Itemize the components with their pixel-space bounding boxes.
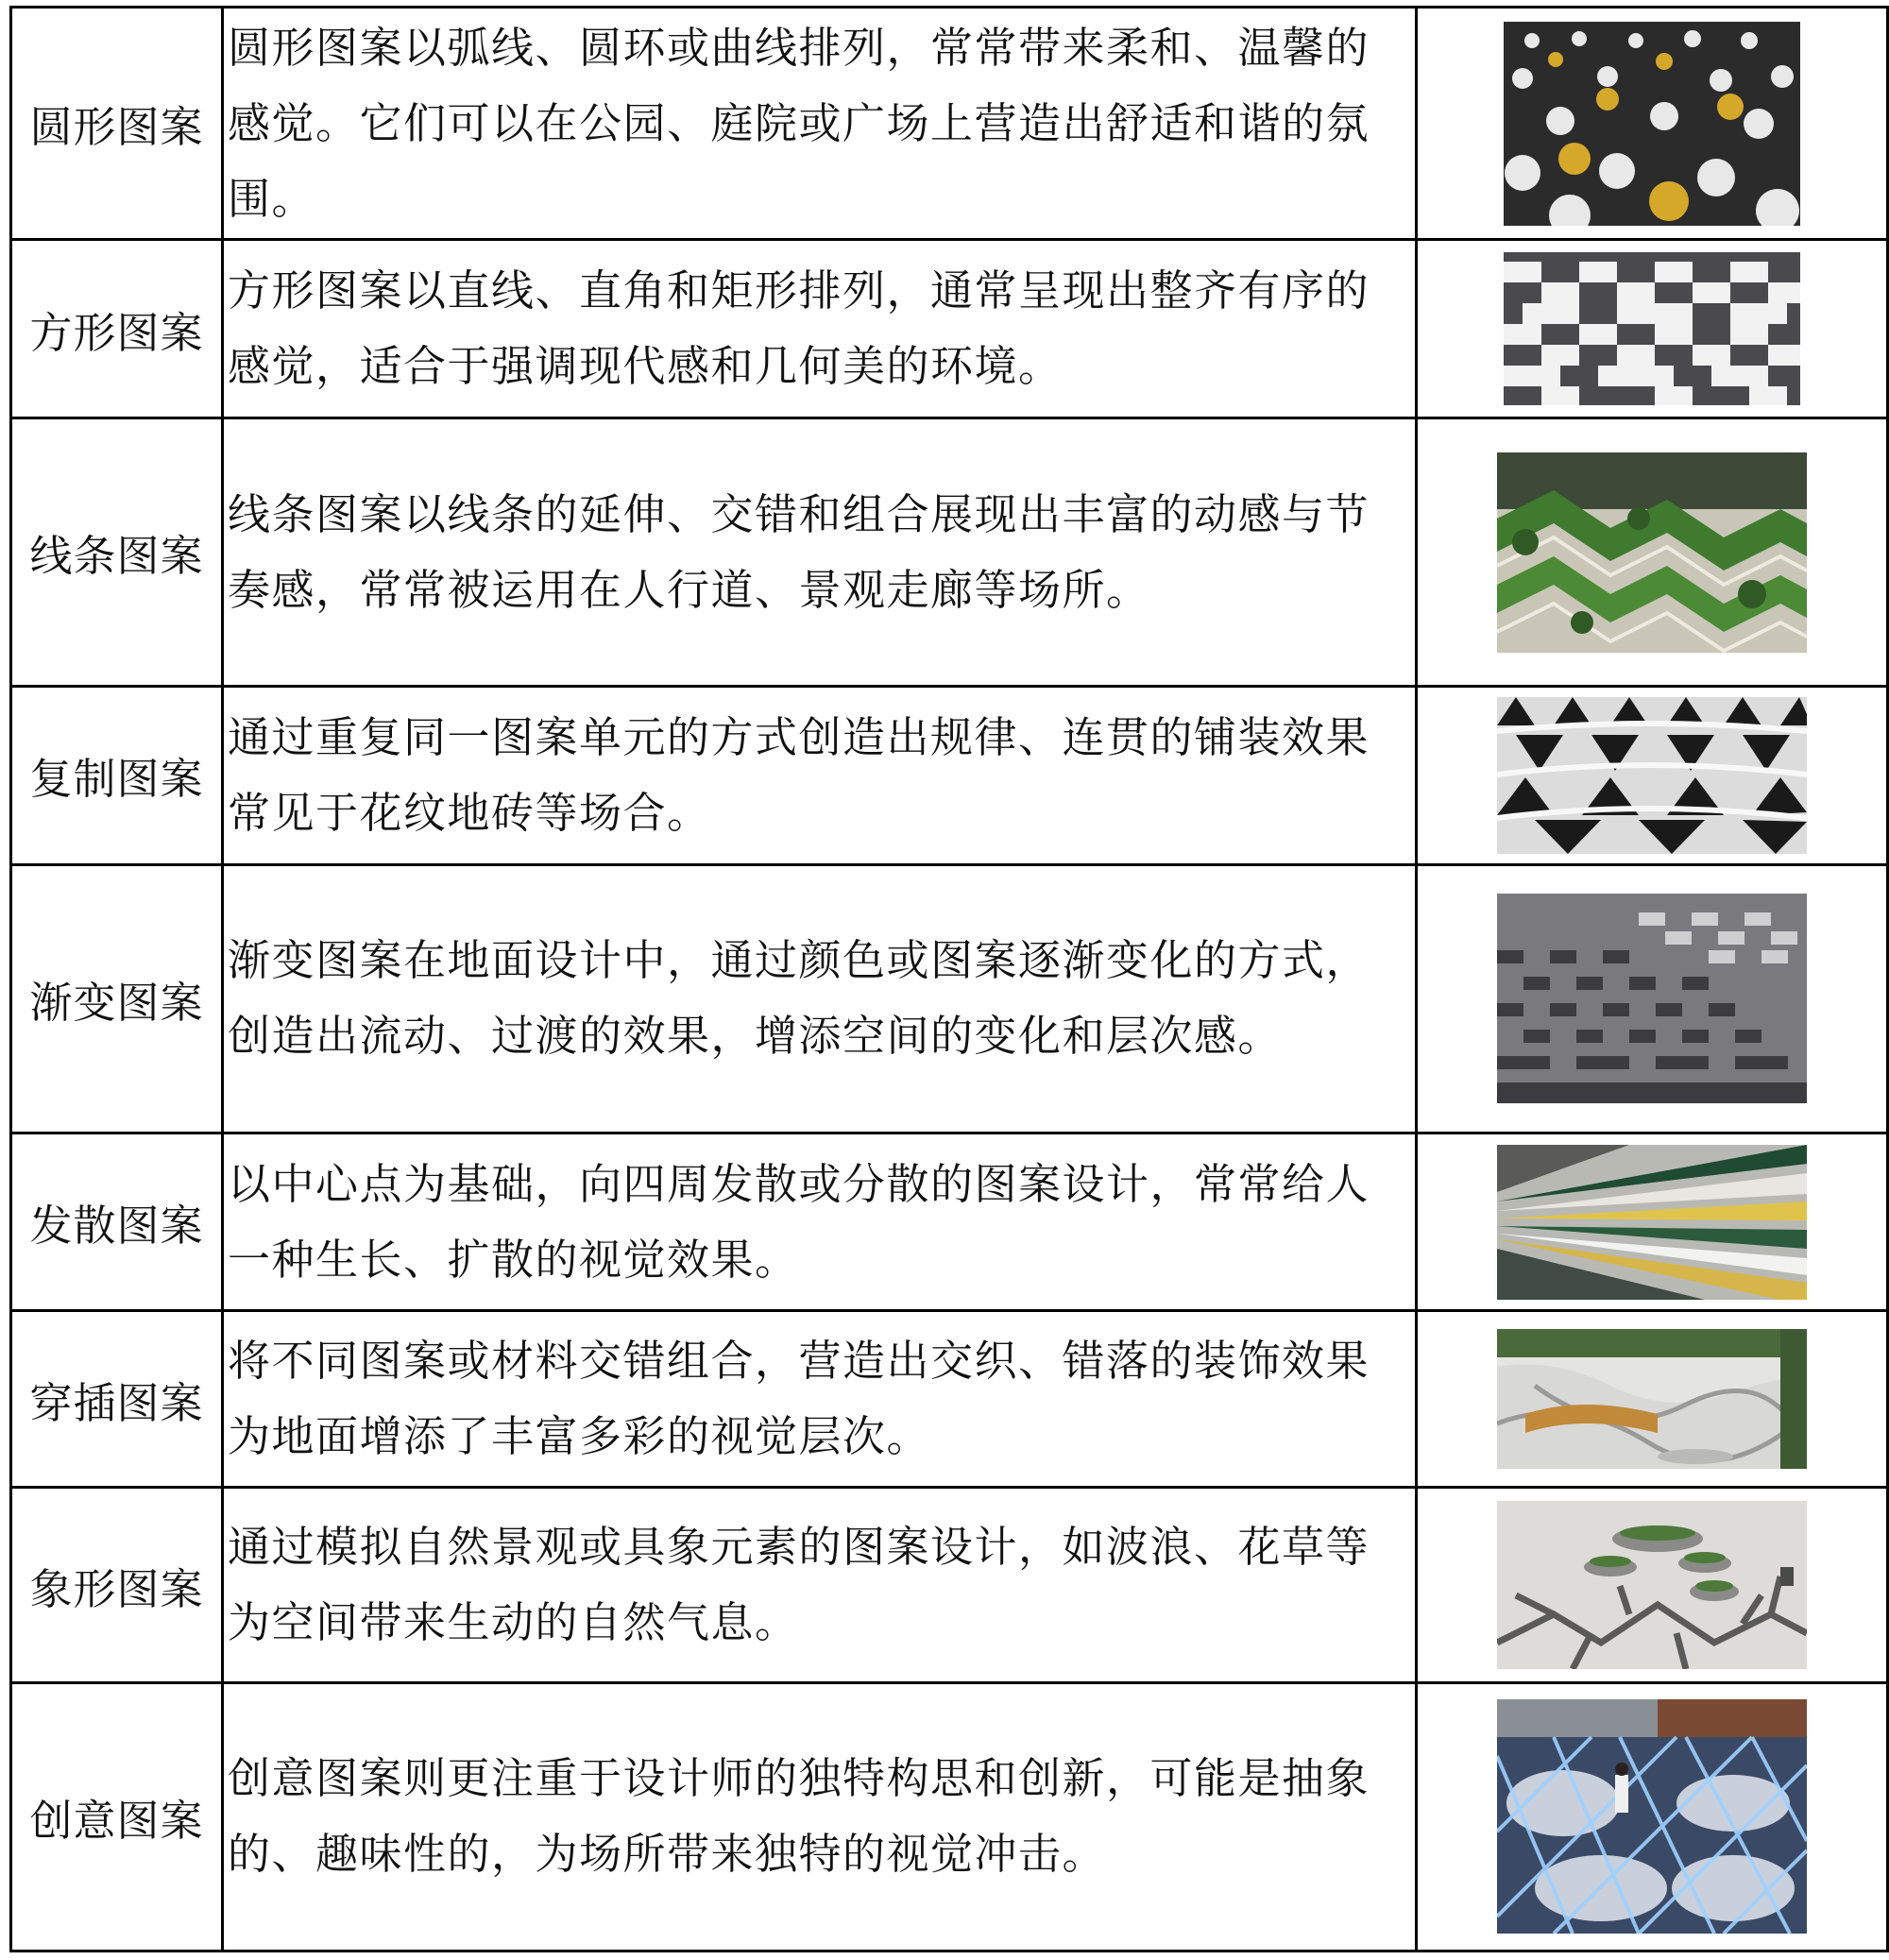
pattern-description: 线条图案以线条的延伸、交错和组合展现出丰富的动感与节奏感，常常被运用在人行道、景观走廊等场所。	[223, 418, 1417, 687]
circle-dot-pavement-photo	[1504, 22, 1800, 226]
pictographic-plaza-photo	[1497, 1501, 1807, 1669]
pattern-image-cell	[1417, 418, 1888, 687]
zigzag-line-landscape-photo	[1497, 452, 1807, 653]
gradient-brick-pavement-photo	[1497, 894, 1807, 1103]
radiating-stripe-pavement-photo	[1497, 1145, 1807, 1300]
pattern-name: 方形图案	[11, 240, 223, 418]
pattern-name: 渐变图案	[11, 864, 223, 1133]
pattern-name: 圆形图案	[11, 8, 223, 240]
pattern-image-cell	[1417, 1133, 1888, 1311]
interwoven-plaza-photo	[1497, 1329, 1807, 1469]
table-row	[11, 687, 1888, 865]
pattern-table	[9, 6, 1889, 1952]
pattern-name: 创意图案	[11, 1682, 223, 1951]
pattern-image-cell	[1417, 8, 1888, 240]
pattern-image-cell	[1417, 1311, 1888, 1488]
pattern-image-cell	[1417, 240, 1888, 418]
pattern-description: 创意图案则更注重于设计师的独特构思和创新，可能是抽象的、趣味性的，为场所带来独特的视觉冲击。	[223, 1682, 1417, 1951]
table-row	[11, 1488, 1888, 1683]
pattern-name: 发散图案	[11, 1133, 223, 1311]
pattern-description: 通过重复同一图案单元的方式创造出规律、连贯的铺装效果常见于花纹地砖等场合。	[223, 687, 1417, 865]
table-row	[11, 1133, 1888, 1311]
creative-hands-mural-photo	[1497, 1699, 1807, 1934]
pattern-image-cell	[1417, 687, 1888, 865]
table-row	[11, 8, 1888, 240]
table-row	[11, 1311, 1888, 1488]
table-row	[11, 240, 1888, 418]
pattern-name: 穿插图案	[11, 1311, 223, 1488]
table-row	[11, 418, 1888, 687]
pattern-name: 象形图案	[11, 1488, 223, 1683]
pattern-description: 将不同图案或材料交错组合，营造出交织、错落的装饰效果为地面增添了丰富多彩的视觉层次。	[223, 1311, 1417, 1488]
square-pattern-pavement-photo	[1504, 252, 1800, 405]
pattern-description: 通过模拟自然景观或具象元素的图案设计，如波浪、花草等为空间带来生动的自然气息。	[223, 1488, 1417, 1683]
pattern-image-cell	[1417, 1488, 1888, 1683]
pattern-description: 渐变图案在地面设计中，通过颜色或图案逐渐变化的方式，创造出流动、过渡的效果，增添空间的变化和层次感。	[223, 864, 1417, 1133]
pattern-image-cell	[1417, 864, 1888, 1133]
pattern-description: 以中心点为基础，向四周发散或分散的图案设计，常常给人一种生长、扩散的视觉效果。	[223, 1133, 1417, 1311]
table-row	[11, 1682, 1888, 1951]
pattern-description: 圆形图案以弧线、圆环或曲线排列，常常带来柔和、温馨的感觉。它们可以在公园、庭院或广场上营造出舒适和谐的氛围。	[223, 8, 1417, 240]
pattern-name: 线条图案	[11, 418, 223, 687]
pattern-name: 复制图案	[11, 687, 223, 865]
table-row	[11, 864, 1888, 1133]
pattern-image-cell	[1417, 1682, 1888, 1951]
pattern-description: 方形图案以直线、直角和矩形排列，通常呈现出整齐有序的感觉，适合于强调现代感和几何美的环境。	[223, 240, 1417, 418]
repeated-triangle-pavement-photo	[1497, 697, 1807, 854]
